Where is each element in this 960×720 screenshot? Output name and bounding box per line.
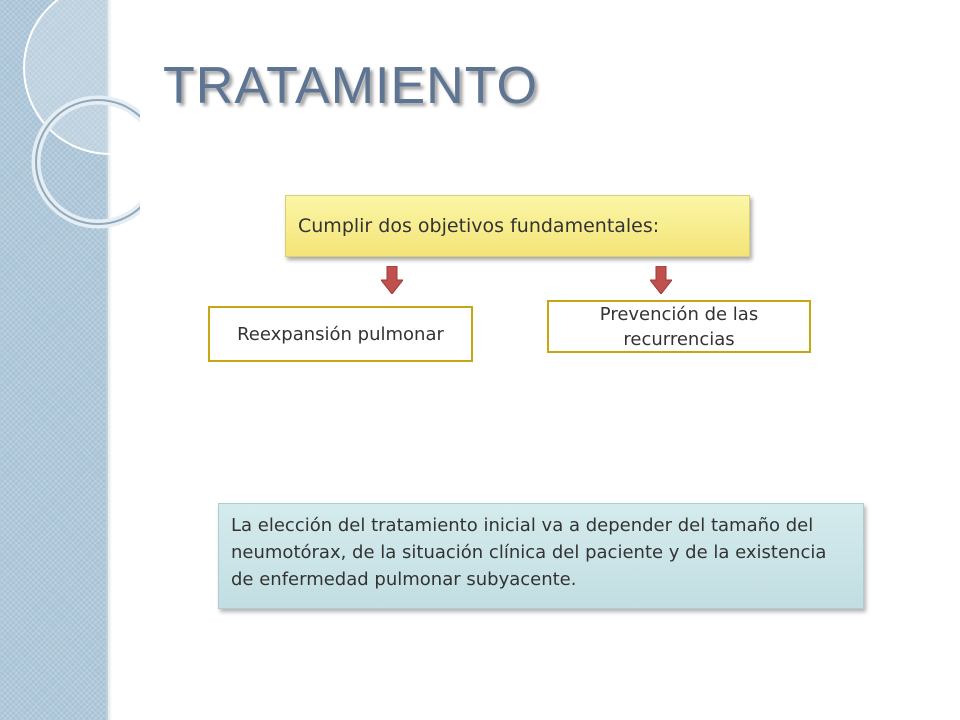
decorative-circles-icon [0,0,140,260]
objective-box [285,195,750,257]
goal-label-reexpansion: Reexpansión pulmonar [237,323,444,345]
treatment-choice-box [218,503,864,609]
slide-title: TRATAMIENTO [163,57,538,115]
goal-box-reexpansion [208,306,473,362]
objective-text: Cumplir dos objetivos fundamentales: [298,215,660,237]
arrow-down-icon [650,266,672,294]
arrow-down-icon [381,266,403,294]
treatment-choice-text: La elección del tratamiento inicial va a depender del tamaño del neumotórax, de la situación clínica del paciente y de la existencia de enfermedad pulmonar subyacente. [231,515,827,590]
goal-box-prevention [547,300,811,353]
goal-label-prevention: Prevención de las recurrencias [599,303,759,350]
